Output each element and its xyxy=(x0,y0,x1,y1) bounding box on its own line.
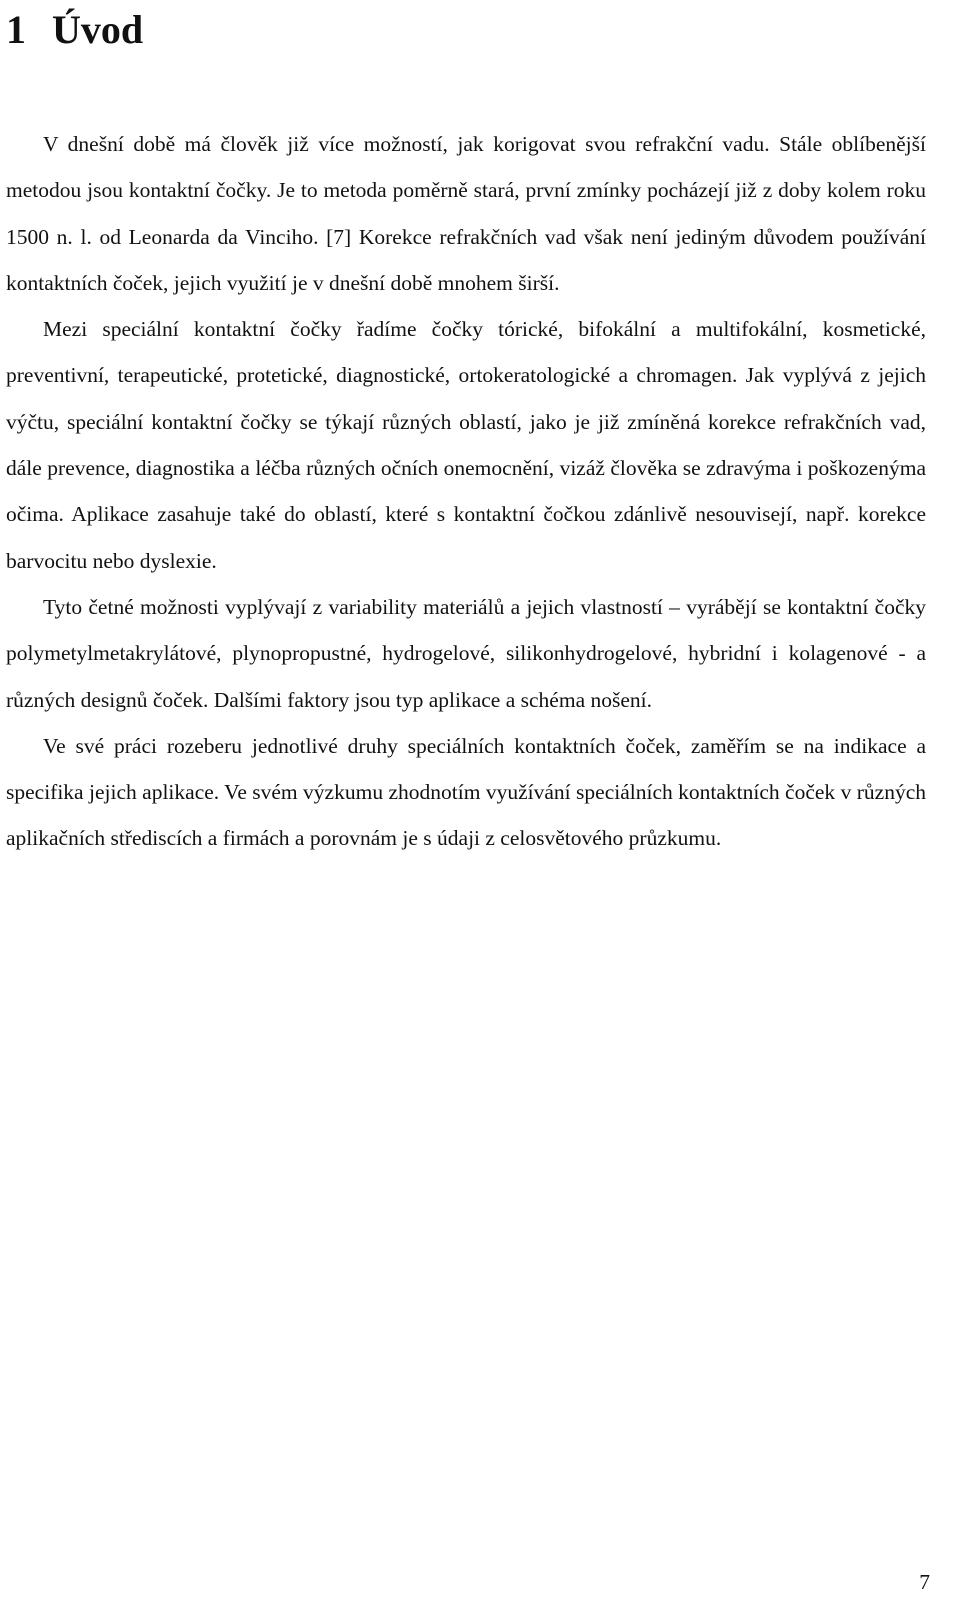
page-number: 7 xyxy=(919,1570,930,1594)
chapter-title: Úvod xyxy=(52,7,144,52)
paragraph-materials: Tyto četné možnosti vyplývají z variability materiálů a jejich vlastností – vyrábějí se kontaktní čočky polymetylmetakrylátové, plynopropustné, hydrogelové, silikonhydrogelové, hybridní i kolagenové - a různých designů čoček. Dalšími faktory jsou typ aplikace a schéma nošení. xyxy=(6,594,926,712)
paragraph-thesis-aim: Ve své práci rozeberu jednotlivé druhy speciálních kontaktních čoček, zaměřím se na indikace a specifika jejich aplikace. Ve svém výzkumu zhodnotím využívání speciálních kontaktních čoček v různých aplikačních střediscích a firmách a porovnám je s údaji z celosvětového průzkumu. xyxy=(6,733,926,851)
paragraph-intro: V dnešní době má člověk již více možností, jak korigovat svou refrakční vadu. Stále oblíbenější metodou jsou kontaktní čočky. Je to metoda poměrně stará, první zmínky pocházejí již z doby kolem roku 1500 n. l. od Leonarda da Vinciho. [7] Korekce refrakčních vad však není jediným důvodem používání kontaktních čoček, jejich využití je v dnešní době mnohem širší. xyxy=(6,132,926,295)
chapter-number: 1 xyxy=(6,7,26,52)
paragraph-special-lenses: Mezi speciální kontaktní čočky řadíme čočky tórické, bifokální a multifokální, kosmetické, preventivní, terapeutické, protetické, diagnostické, ortokeratologické a chromagen. Jak vyplývá z jejich výčtu, speciální kontaktní čočky se týkají různých oblastí, jako je již zmíněná korekce refrakčních vad, dále prevence, diagnostika a léčba různých očních onemocnění, vizáž člověka se zdravýma i poškozenýma očima. Aplikace zasahuje také do oblastí, které s kontaktní čočkou zdánlivě nesouvisejí, např. korekce barvocitu nebo dyslexie. xyxy=(6,317,926,573)
body-text xyxy=(6,121,926,862)
chapter-heading xyxy=(6,4,143,56)
